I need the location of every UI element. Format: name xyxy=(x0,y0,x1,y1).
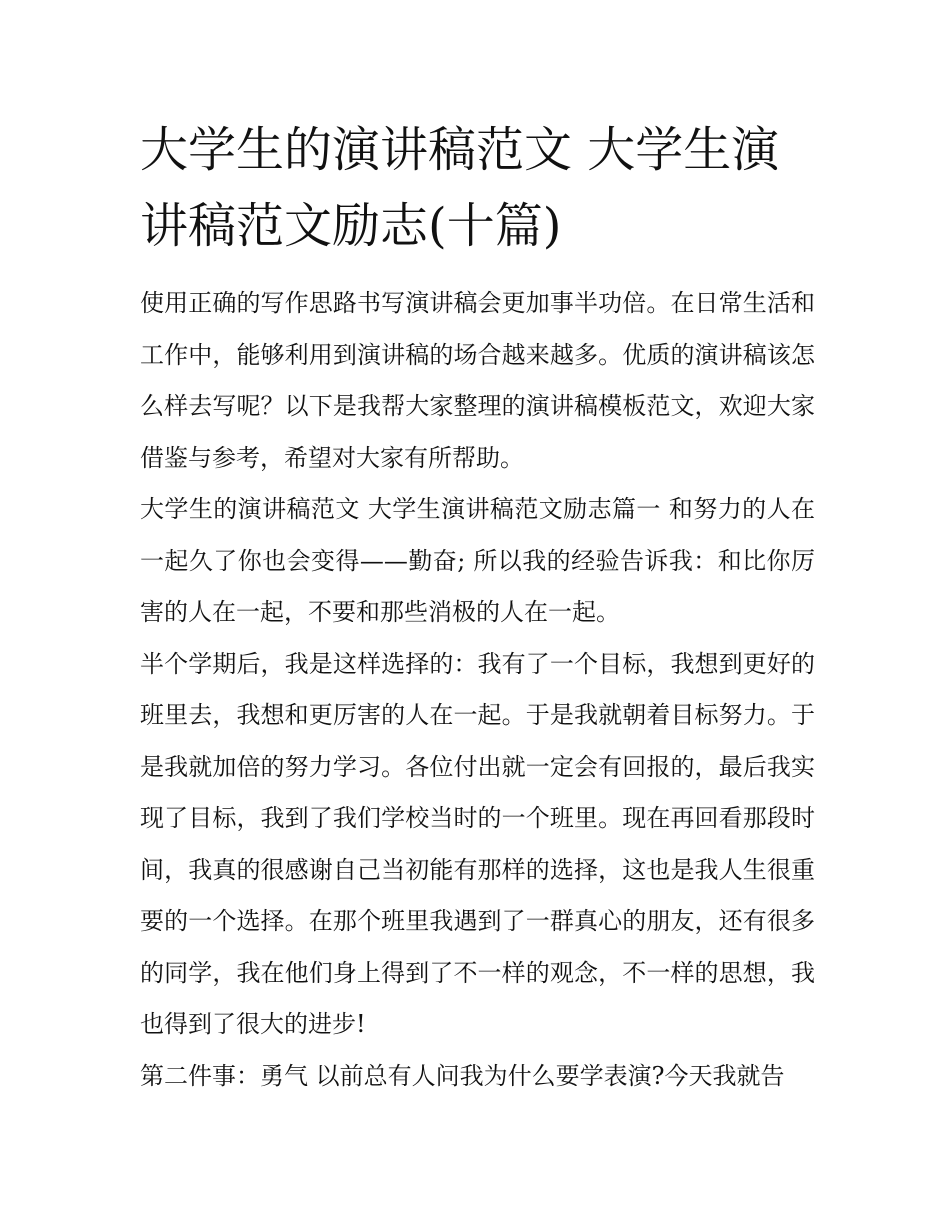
document-page xyxy=(140,112,815,1102)
document-title: 大学生的演讲稿范文 大学生演讲稿范文励志(十篇) xyxy=(140,122,780,254)
paragraph-courage: 第二件事：勇气 以前总有人问我为什么要学表演?今天我就告 xyxy=(140,1061,785,1090)
paragraph-semester: 半个学期后，我是这样选择的：我有了一个目标，我想到更好的班里去，我想和更厉害的人在一起。于是我就朝着目标努力。于是我就加倍的努力学习。各位付出就一定会有回报的，最后我实现了目标，我到了我们学校当时的一个班里。现在再回看那段时间，我真的很感谢自己当初能有那样的选择，这也是我人生很重要的一个选择。在那个班里我遇到了一群真心的朋友，还有很多的同学，我在他们身上得到了不一样的观念，不一样的思想，我也得到了很大的进步! xyxy=(140,649,815,1038)
paragraph-part-one: 大学生的演讲稿范文 大学生演讲稿范文励志篇一 和努力的人在一起久了你也会变得——勤奋; 所以我的经验告诉我：和比你厉害的人在一起，不要和那些消极的人在一起。 xyxy=(140,495,815,626)
paragraph-intro: 使用正确的写作思路书写演讲稿会更加事半功倍。在日常生活和工作中，能够利用到演讲稿的场合越来越多。优质的演讲稿该怎么样去写呢？以下是我帮大家整理的演讲稿模板范文，欢迎大家借鉴与参考，希望对大家有所帮助。 xyxy=(140,289,815,472)
